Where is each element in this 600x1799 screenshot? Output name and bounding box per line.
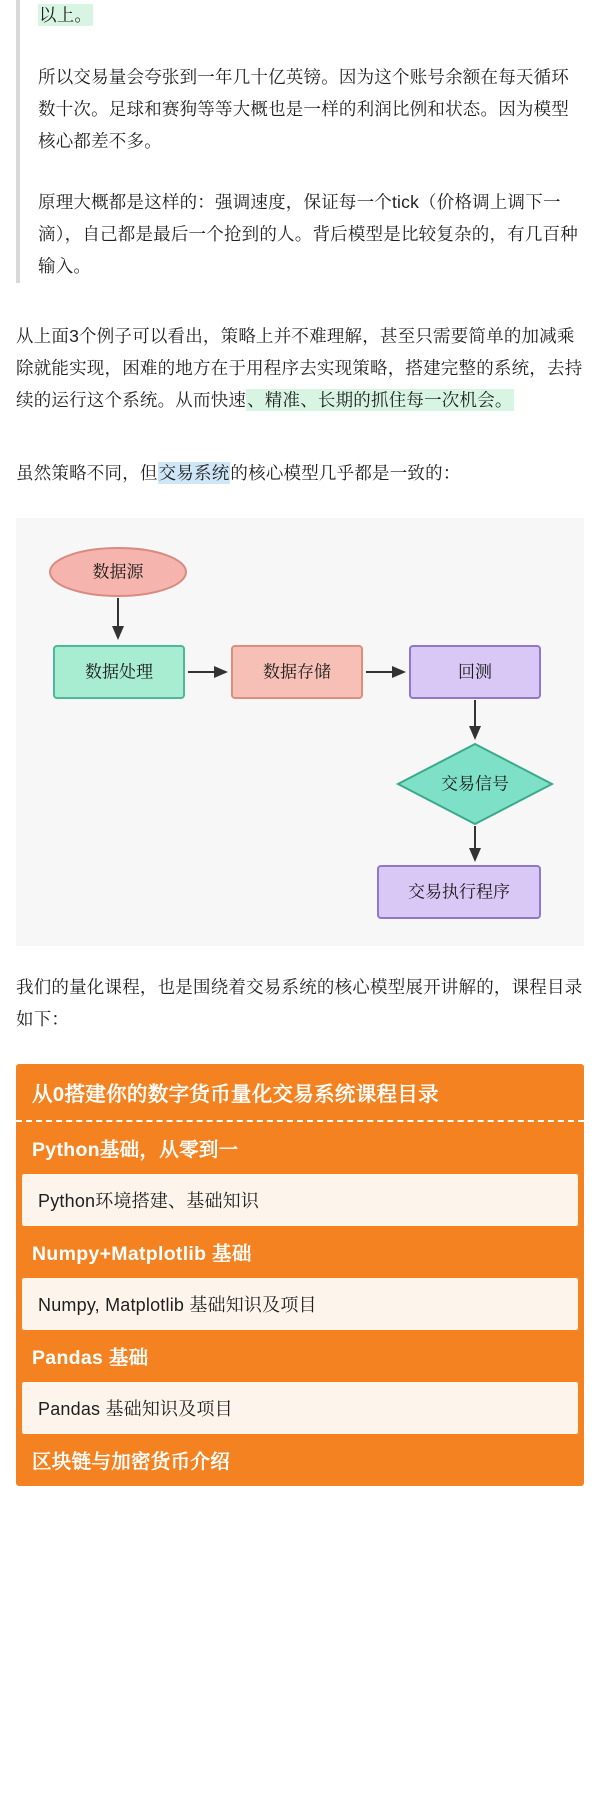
node-data-source-label: 数据源 [92,562,144,582]
course-section-heading: Python基础，从零到一 [32,1138,239,1161]
body-paragraph-2-post: 的核心模型几乎都是一致的： [230,463,461,484]
article-page [0,0,600,490]
body-paragraph-1-highlight: 、精准、长期的抓住每一次机会。 [247,389,513,410]
body-paragraph-2 [16,458,584,490]
node-backtest-label: 回测 [458,662,492,682]
course-item-row: Numpy, Matplotlib 基础知识及项目 [22,1278,578,1330]
body-paragraph-2-highlight: 交易系统 [158,463,230,484]
spacer [16,283,584,321]
course-item-row: Pandas 基础知识及项目 [22,1382,578,1434]
node-data-process-label: 数据处理 [85,662,153,682]
node-trade-signal-label: 交易信号 [441,774,509,794]
body-paragraph-1-text: 从上面3个例子可以看出，策略上并不难理解，甚至只需要简单的加减乘除就能实现，困难的地方在于用程序去实现策略，搭建完整的系统，去持续的运行这个系统。从而快速 [16,325,583,410]
body-paragraph-2-pre: 虽然策略不同，但 [16,463,158,484]
body-paragraph-3: 我们的量化课程，也是围绕着交易系统的核心模型展开讲解的，课程目录如下： [16,977,583,1030]
spacer [16,444,584,458]
course-item-row: Python环境搭建、基础知识 [22,1174,578,1226]
quote-paragraph-3: 原理大概都是这样的：强调速度，保证每一个tick（价格调上调下一滴），自己都是最后一个抢到的人。背后模型是比较复杂的，有几百种输入。 [38,192,578,277]
course-table-title: 从0搭建你的数字货币量化交易系统课程目录 [16,1064,584,1122]
course-outline-table [16,1064,584,1486]
quote-paragraph-2: 所以交易量会夸张到一年几十亿英镑。因为这个账号余额在每天循环数十次。足球和赛狗等等大概也是一样的利润比例和状态。因为模型核心都差不多。 [38,66,569,151]
node-data-storage-label: 数据存储 [263,662,331,682]
system-architecture-diagram [16,518,584,946]
body-paragraph-1 [16,321,584,417]
quote-highlight-1: 以上。 [39,5,93,25]
quote-block [16,0,584,283]
diagram-svg [40,536,560,926]
node-execute-label: 交易执行程序 [408,882,510,902]
course-section-heading: Numpy+Matplotlib 基础 [32,1242,252,1265]
spacer [16,946,584,972]
article-page-lower [0,946,600,1036]
quote-paragraph-1 [38,0,584,32]
course-section-heading: 区块链与加密货币介绍 [32,1450,231,1473]
course-section-heading: Pandas 基础 [32,1346,149,1369]
